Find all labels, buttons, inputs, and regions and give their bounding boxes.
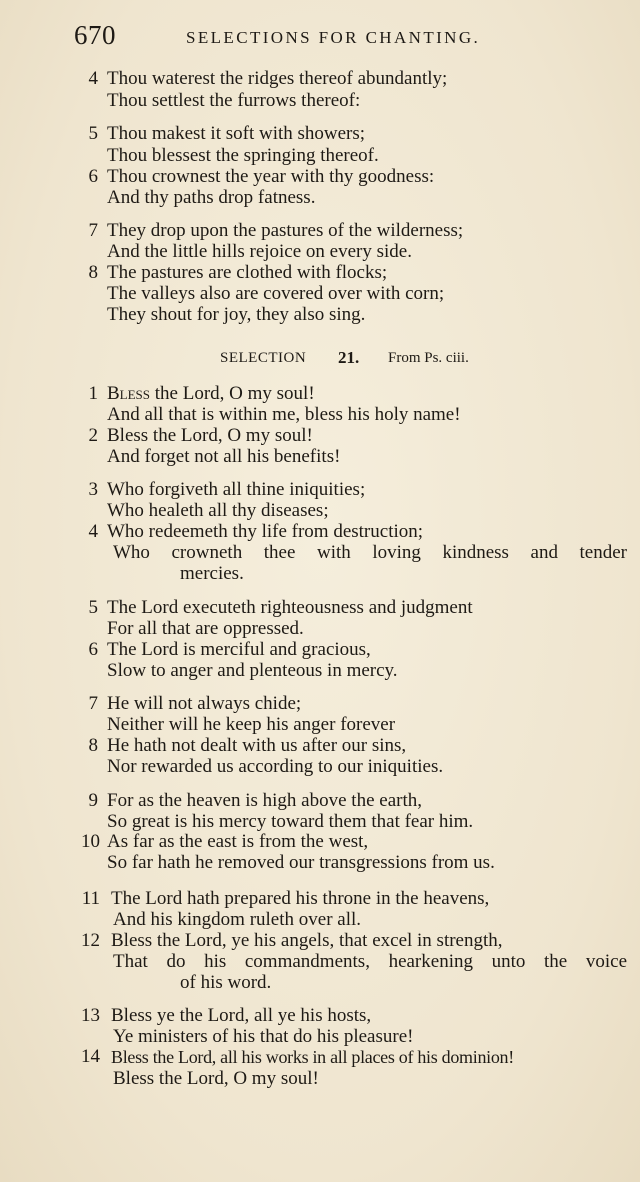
verse-line bbox=[0, 811, 640, 833]
verse-text: He will not always chide; bbox=[107, 693, 302, 714]
verse-number: 14 bbox=[81, 1046, 100, 1067]
verse-line bbox=[0, 790, 640, 812]
verse-line bbox=[0, 909, 640, 931]
verse-number: 5 bbox=[88, 123, 98, 144]
verse-text: Slow to anger and plenteous in mercy. bbox=[107, 660, 398, 681]
verse-text: Bless the Lord, O my soul! bbox=[107, 425, 313, 446]
verse-text: And forget not all his benefits! bbox=[107, 446, 341, 467]
verse-line bbox=[0, 479, 640, 501]
verse-line bbox=[0, 951, 640, 973]
verse-number: 12 bbox=[81, 930, 100, 951]
verse-line bbox=[0, 383, 640, 405]
verse-line bbox=[0, 735, 640, 757]
verse-text bbox=[107, 383, 315, 405]
verse-text: Thou makest it soft with showers; bbox=[107, 123, 366, 144]
verse-line bbox=[0, 563, 640, 585]
verse-line bbox=[0, 521, 640, 543]
verse-line bbox=[0, 1026, 640, 1048]
verse-text: So great is his mercy toward them that fear him. bbox=[107, 811, 474, 832]
verse-text: They shout for joy, they also sing. bbox=[107, 304, 366, 325]
verse-number: 8 bbox=[88, 735, 98, 756]
verse-text: of his word. bbox=[180, 972, 272, 993]
verse-text: He hath not dealt with us after our sins, bbox=[107, 735, 407, 756]
verse-number: 2 bbox=[88, 425, 98, 446]
verse-text-rest: the Lord, O my soul! bbox=[150, 383, 315, 404]
verse-text: And thy paths drop fatness. bbox=[107, 187, 316, 208]
verse-text: mercies. bbox=[180, 563, 244, 584]
verse-line bbox=[0, 262, 640, 284]
verse-text: The pastures are clothed with flocks; bbox=[107, 262, 388, 283]
verse-text: The Lord hath prepared his throne in the heavens, bbox=[111, 888, 490, 909]
verse-text: That do his commandments, hearkening unto the voice bbox=[113, 951, 627, 972]
selection-source: From Ps. ciii. bbox=[388, 350, 469, 366]
verse-line bbox=[0, 304, 640, 326]
verse-line bbox=[0, 1046, 640, 1068]
verse-text: Bless the Lord, ye his angels, that excel in strength, bbox=[111, 930, 503, 951]
verse-number: 5 bbox=[88, 597, 98, 618]
verse-text: As far as the east is from the west, bbox=[107, 831, 369, 852]
selection-label: SELECTION bbox=[220, 350, 307, 366]
verse-number: 4 bbox=[88, 68, 98, 89]
verse-text: They drop upon the pastures of the wilderness; bbox=[107, 220, 464, 241]
verse-text: Who crowneth thee with loving kindness and tender bbox=[113, 542, 627, 563]
verse-text: The Lord is merciful and gracious, bbox=[107, 639, 371, 660]
verse-text: And all that is within me, bless his holy name! bbox=[107, 404, 461, 425]
verse-text: Who forgiveth all thine iniquities; bbox=[107, 479, 366, 500]
verse-number: 11 bbox=[81, 888, 100, 909]
verse-text: The Lord executeth righteousness and judgment bbox=[107, 597, 473, 618]
verse-text: So far hath he removed our transgressions from us. bbox=[107, 852, 495, 873]
verse-number: 9 bbox=[88, 790, 98, 811]
verse-text: Bless the Lord, all his works in all places of his dominion! bbox=[111, 1047, 514, 1067]
verse-number: 7 bbox=[88, 693, 98, 714]
verse-number: 6 bbox=[88, 639, 98, 660]
verse-line bbox=[0, 660, 640, 682]
verse-line bbox=[0, 404, 640, 426]
verse-line bbox=[0, 831, 640, 853]
verse-first-word: Bless bbox=[107, 383, 151, 404]
verse-line bbox=[0, 618, 640, 640]
verse-number: 1 bbox=[88, 383, 98, 404]
verse-line bbox=[0, 123, 640, 145]
verse-text: Bless the Lord, O my soul! bbox=[113, 1068, 319, 1089]
verse-line bbox=[0, 693, 640, 715]
verse-line bbox=[0, 166, 640, 188]
verse-line bbox=[0, 852, 640, 874]
verse-line bbox=[0, 187, 640, 209]
verse-number: 3 bbox=[88, 479, 98, 500]
verse-number: 13 bbox=[81, 1005, 100, 1026]
verse-text: For as the heaven is high above the earth, bbox=[107, 790, 422, 811]
verse-line bbox=[0, 68, 640, 90]
verse-number: 6 bbox=[88, 166, 98, 187]
verse-text: Ye ministers of his that do his pleasure! bbox=[113, 1026, 414, 1047]
verse-line bbox=[0, 241, 640, 263]
verse-line bbox=[0, 425, 640, 447]
verse-line bbox=[0, 283, 640, 305]
verse-line bbox=[0, 145, 640, 167]
verse-number: 7 bbox=[88, 220, 98, 241]
selection-heading bbox=[0, 347, 640, 369]
verse-line bbox=[0, 542, 640, 564]
verse-text: Neither will he keep his anger forever bbox=[107, 714, 396, 735]
verse-number: 8 bbox=[88, 262, 98, 283]
verse-line bbox=[0, 888, 640, 910]
verse-text: Thou settlest the furrows thereof: bbox=[107, 90, 361, 111]
verse-text: Who redeemeth thy life from destruction; bbox=[107, 521, 424, 542]
verse-text: The valleys also are covered over with corn; bbox=[107, 283, 445, 304]
verse-line bbox=[0, 220, 640, 242]
verse-text: Thou waterest the ridges thereof abundantly; bbox=[107, 68, 448, 89]
verse-text: Thou crownest the year with thy goodness: bbox=[107, 166, 435, 187]
selection-number: 21. bbox=[338, 348, 360, 367]
verse-line bbox=[0, 972, 640, 994]
page-header bbox=[0, 20, 640, 54]
verse-number: 10 bbox=[81, 831, 100, 852]
verse-line bbox=[0, 756, 640, 778]
verse-text: Who healeth all thy diseases; bbox=[107, 500, 329, 521]
verse-line bbox=[0, 714, 640, 736]
verse-text: And the little hills rejoice on every side. bbox=[107, 241, 412, 262]
verse-text: For all that are oppressed. bbox=[107, 618, 304, 639]
verse-line bbox=[0, 639, 640, 661]
verse-line bbox=[0, 90, 640, 112]
verse-text: Bless ye the Lord, all ye his hosts, bbox=[111, 1005, 372, 1026]
verse-number: 4 bbox=[88, 521, 98, 542]
verse-line bbox=[0, 1068, 640, 1090]
verse-line bbox=[0, 930, 640, 952]
page-number: 670 bbox=[74, 20, 116, 50]
verse-line bbox=[0, 446, 640, 468]
verse-text: Nor rewarded us according to our iniquities. bbox=[107, 756, 444, 777]
verse-text: Thou blessest the springing thereof. bbox=[107, 145, 379, 166]
verse-line bbox=[0, 1005, 640, 1027]
verse-text: And his kingdom ruleth over all. bbox=[113, 909, 362, 930]
running-head: SELECTIONS FOR CHANTING. bbox=[186, 28, 481, 47]
verse-line bbox=[0, 597, 640, 619]
verse-line bbox=[0, 500, 640, 522]
